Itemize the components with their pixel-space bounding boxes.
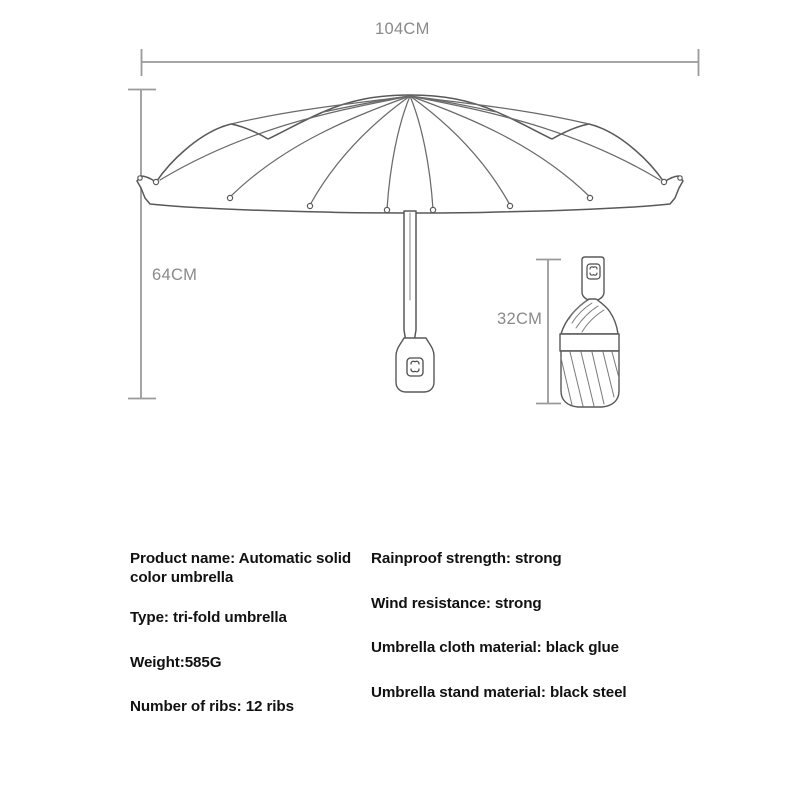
spec-list-left bbox=[130, 550, 365, 717]
folded-shoulder bbox=[561, 299, 618, 334]
spec-item-stand-material: Umbrella stand material: black steel bbox=[371, 683, 627, 701]
folded-handle bbox=[582, 257, 604, 300]
spec-item-rainproof-strength: Rainproof strength: strong bbox=[371, 550, 562, 567]
spec-item-wind-resistance: Wind resistance: strong bbox=[371, 594, 542, 612]
canopy-outline bbox=[137, 95, 683, 213]
dimension-label-folded-length: 32CM bbox=[497, 310, 543, 328]
spec-item-type: Type: tri-fold umbrella bbox=[130, 609, 287, 627]
dimension-label-height: 64CM bbox=[152, 266, 198, 284]
spec-item-weight: Weight:585G bbox=[130, 653, 222, 671]
width-dimension-line bbox=[141, 49, 699, 76]
umbrella-handle bbox=[396, 338, 434, 392]
spec-item-rib-count: Number of ribs: 12 ribs bbox=[130, 698, 294, 716]
folded-umbrella-drawing bbox=[560, 257, 619, 407]
spec-item-product-name: Product name: Automatic solid color umbrella bbox=[130, 550, 351, 586]
folded-handle-button bbox=[587, 264, 600, 279]
spec-item-cloth-material: Umbrella cloth material: black glue bbox=[371, 639, 620, 657]
handle-button bbox=[407, 358, 423, 376]
dimension-label-width: 104CM bbox=[375, 20, 430, 38]
folded-body bbox=[561, 351, 619, 407]
spec-list-right bbox=[371, 550, 691, 702]
height-dimension-line bbox=[128, 89, 156, 399]
folded-strap-band bbox=[560, 334, 619, 351]
folded-dimension-line bbox=[536, 259, 561, 404]
umbrella-shaft bbox=[404, 211, 416, 342]
